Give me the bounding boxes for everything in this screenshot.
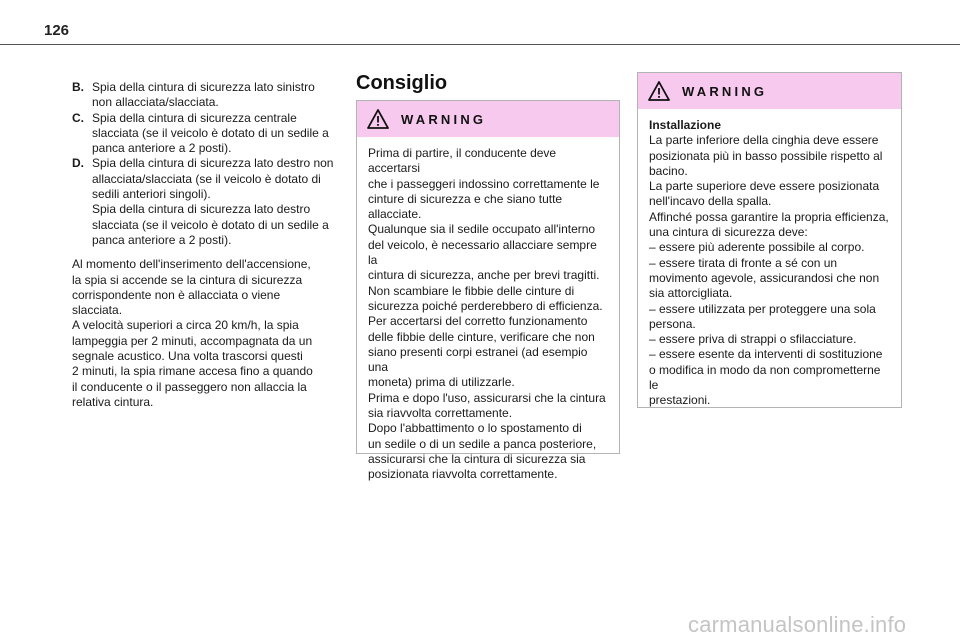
- text-line: movimento agevole, assicurandosi che non: [649, 270, 880, 285]
- text-line: persona.: [649, 316, 696, 331]
- text-line: lampeggia per 2 minuti, accompagnata da un: [72, 333, 313, 348]
- ignition-paragraph: [72, 257, 340, 410]
- text-line: Non scambiare le fibbie delle cinture di: [368, 283, 575, 298]
- page-number: 126: [44, 22, 70, 39]
- text-line: segnale acustico. Una volta trascorsi questi: [72, 349, 303, 364]
- header-rule: [0, 44, 960, 45]
- text-line: Spia della cintura di sicurezza lato destro non: [92, 156, 334, 171]
- legend-text: [92, 80, 340, 111]
- warning-header: [357, 101, 619, 137]
- text-line: bacino.: [649, 163, 688, 178]
- text-line: – essere più aderente possibile al corpo.: [649, 240, 865, 255]
- legend-letter: D.: [72, 156, 84, 171]
- text-line: – essere esente da interventi di sostituzione: [649, 347, 883, 362]
- warning-header: [638, 73, 901, 109]
- text-line: Prima e dopo l'uso, assicurarsi che la cintura: [368, 390, 606, 405]
- text-line: La parte superiore deve essere posizionata: [649, 179, 880, 194]
- legend-letter: C.: [72, 110, 84, 125]
- section-title: Consiglio: [356, 72, 448, 94]
- text-line: – essere priva di strappi o sfilacciature.: [649, 332, 857, 347]
- text-line: sedili anteriori singoli).: [92, 187, 211, 202]
- text-line: sia attorcigliata.: [649, 286, 733, 301]
- legend-text: [92, 156, 340, 248]
- text-line: Spia della cintura di sicurezza centrale: [92, 110, 297, 125]
- text-line: allacciata/slacciata (se il veicolo è dotato di: [92, 171, 321, 186]
- warning-subheading: Installazione: [649, 118, 722, 132]
- text-line: sia riavvolta correttamente.: [368, 406, 513, 421]
- text-line: Al momento dell'inserimento dell'accensione,: [72, 257, 311, 272]
- text-line: slacciata (se il veicolo è dotato di un sedile a: [92, 125, 329, 140]
- text-line: prestazioni.: [649, 393, 711, 408]
- warning-title: WARNING: [401, 111, 487, 127]
- text-line: corrispondente non è allacciata o viene: [72, 287, 281, 302]
- text-line: il conducente o il passeggero non allaccia la: [72, 379, 307, 394]
- text-line: moneta) prima di utilizzarle.: [368, 375, 515, 390]
- text-line: cinture di sicurezza e che siano tutte: [368, 191, 563, 206]
- text-line: un sedile o di un sedile a panca posteriore,: [368, 436, 597, 451]
- text-line: del veicolo, è necessario allacciare sempre la: [368, 237, 597, 268]
- warning-triangle-icon: [367, 109, 389, 129]
- text-line: Dopo l'abbattimento o lo spostamento di: [368, 421, 582, 436]
- text-line: assicurarsi che la cintura di sicurezza sia: [368, 451, 586, 466]
- warning-body: [357, 137, 619, 491]
- text-line: una cintura di sicurezza deve:: [649, 225, 808, 240]
- text-line: posizionata più in basso possibile rispetto al: [649, 148, 883, 163]
- legend-letter: B.: [72, 80, 84, 94]
- text-line: Prima di partire, il conducente deve accertarsi: [368, 146, 557, 176]
- warning-box-seatbelt: [356, 100, 620, 482]
- warning-triangle-icon: [648, 81, 670, 101]
- text-line: La parte inferiore della cinghia deve essere: [649, 133, 879, 148]
- text-line: A velocità superiori a circa 20 km/h, la spia: [72, 318, 299, 333]
- text-line: Spia della cintura di sicurezza lato sinistro: [92, 80, 315, 94]
- text-line: posizionata riavvolta correttamente.: [368, 467, 558, 482]
- text-line: o modifica in modo da non comprometterne le: [649, 362, 881, 393]
- legend-item-d: [72, 156, 340, 248]
- text-line: panca anteriore a 2 posti).: [92, 141, 232, 156]
- text-line: slacciata (se il veicolo è dotato di un sedile a: [92, 217, 329, 232]
- text-line: – essere utilizzata per proteggere una sola: [649, 301, 876, 316]
- text-line: allacciate.: [368, 207, 422, 222]
- warning-box-installation: [637, 72, 902, 408]
- text-line: la spia si accende se la cintura di sicurezza: [72, 272, 303, 287]
- text-line: che i passeggeri indossino correttamente le: [368, 176, 600, 191]
- text-line: Spia della cintura di sicurezza lato destro: [92, 202, 311, 217]
- warning-title: WARNING: [682, 83, 768, 99]
- warning-body: [638, 109, 901, 417]
- text-line: Affinché possa garantire la propria efficienza,: [649, 209, 889, 224]
- text-line: 2 minuti, la spia rimane accesa fino a quando: [72, 364, 313, 379]
- legend-item-b: [72, 80, 340, 111]
- text-line: siano presenti corpi estranei (ad esempio una: [368, 344, 588, 375]
- text-line: panca anteriore a 2 posti).: [92, 232, 232, 247]
- text-line: Per accertarsi del corretto funzionamento: [368, 314, 588, 329]
- watermark: carmanualsonline.info: [688, 612, 907, 637]
- left-column: [72, 80, 340, 410]
- text-line: slacciata.: [72, 303, 123, 318]
- text-line: – essere tirata di fronte a sé con un: [649, 255, 838, 270]
- text-line: non allacciata/slacciata.: [92, 95, 219, 110]
- text-line: relativa cintura.: [72, 394, 154, 409]
- text-line: Qualunque sia il sedile occupato all'interno: [368, 222, 596, 237]
- text-line: sicurezza poiché perderebbero di efficienza.: [368, 298, 603, 313]
- text-line: delle fibbie delle cinture, verificare che non: [368, 329, 595, 344]
- text-line: nell'incavo della spalla.: [649, 194, 772, 209]
- legend-text: [92, 111, 340, 157]
- text-line: cintura di sicurezza, anche per brevi tragitti.: [368, 268, 600, 283]
- legend-item-c: [72, 111, 340, 157]
